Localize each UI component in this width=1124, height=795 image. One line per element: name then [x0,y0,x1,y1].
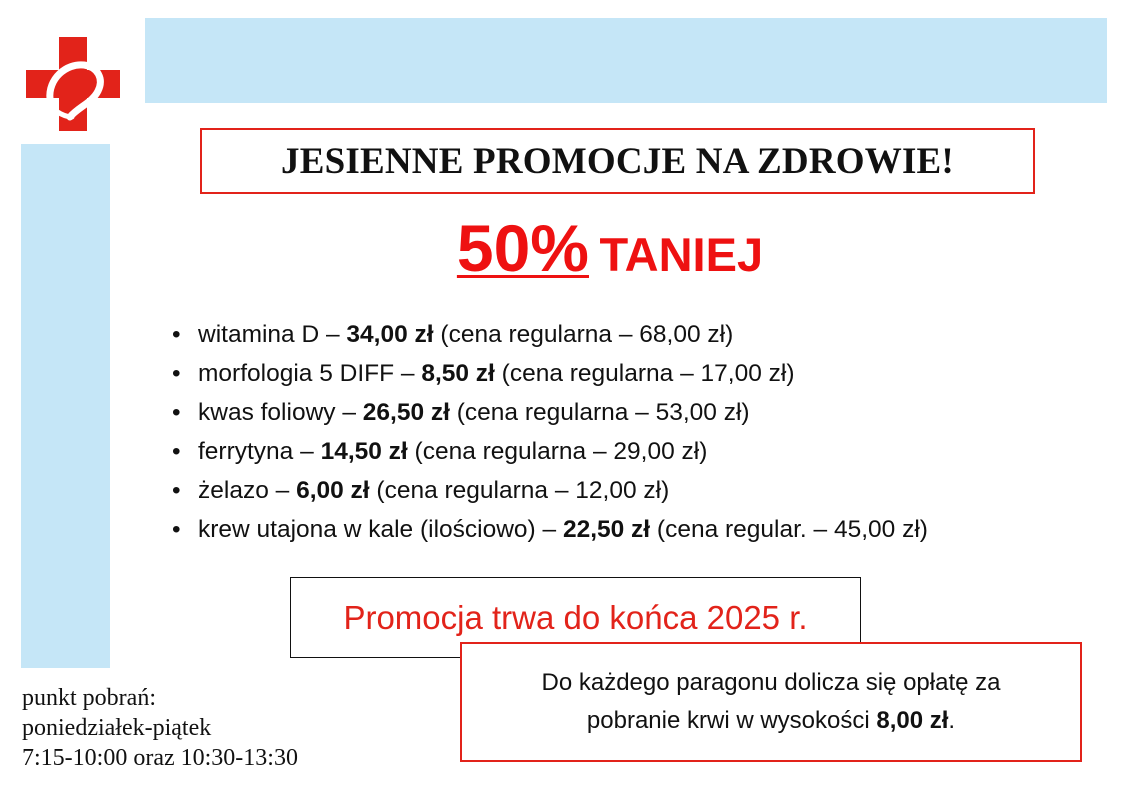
discount-percent: 50% [456,211,589,285]
bullet-icon: • [172,321,181,348]
top-decorative-band [145,18,1107,103]
fee-notice-box [460,642,1082,762]
page-title: JESIENNE PROMOCJE NA ZDROWIE! [281,140,954,182]
item-name: ferrytyna – [198,438,321,465]
item-name: żelazo – [198,477,297,504]
fee-amount: 8,00 zł [876,707,949,734]
fee-period: . [948,707,956,734]
item-price: 22,50 zł [562,516,651,543]
hours-times: 7:15-10:00 oraz 10:30-13:30 [22,745,298,771]
promo-text: Promocja trwa do końca 2025 r. [343,598,808,636]
hours-label: punkt pobrań: [22,685,156,711]
list-item [172,510,928,549]
item-regular-price: (cena regularna – 29,00 zł) [407,438,708,465]
item-price: 14,50 zł [320,438,408,465]
list-item [172,471,928,510]
left-decorative-band [21,144,110,668]
fee-text: pobranie krwi w wysokości [586,707,877,734]
discount-headline [200,210,1020,286]
opening-hours [22,683,298,773]
bullet-icon: • [172,477,181,504]
item-name: kwas foliowy – [198,399,363,426]
bullet-icon: • [172,438,181,465]
fee-line-1: Do każdego paragonu dolicza się opłatę za [541,669,1001,696]
item-name: witamina D – [198,321,347,348]
item-name: krew utajona w kale (ilościowo) – [198,516,563,543]
item-price: 8,50 zł [421,360,495,387]
item-regular-price: (cena regularna – 12,00 zł) [369,477,670,504]
list-item [172,354,928,393]
item-regular-price: (cena regular. – 45,00 zł) [650,516,928,543]
item-price: 6,00 zł [296,477,370,504]
hours-days: poniedziałek-piątek [22,715,212,741]
bullet-icon: • [172,399,181,426]
title-box [200,128,1035,194]
item-regular-price: (cena regularna – 68,00 zł) [433,321,734,348]
bullet-icon: • [172,516,181,543]
item-regular-price: (cena regularna – 17,00 zł) [494,360,795,387]
red-cross-icon [26,37,120,131]
item-price: 34,00 zł [346,321,434,348]
item-name: morfologia 5 DIFF – [198,360,422,387]
list-item [172,432,928,471]
list-item [172,393,928,432]
fee-line-2 [587,702,955,740]
item-regular-price: (cena regularna – 53,00 zł) [449,399,750,426]
price-list [172,315,928,549]
discount-word: TANIEJ [599,228,764,281]
item-price: 26,50 zł [362,399,450,426]
bullet-icon: • [172,360,181,387]
list-item [172,315,928,354]
